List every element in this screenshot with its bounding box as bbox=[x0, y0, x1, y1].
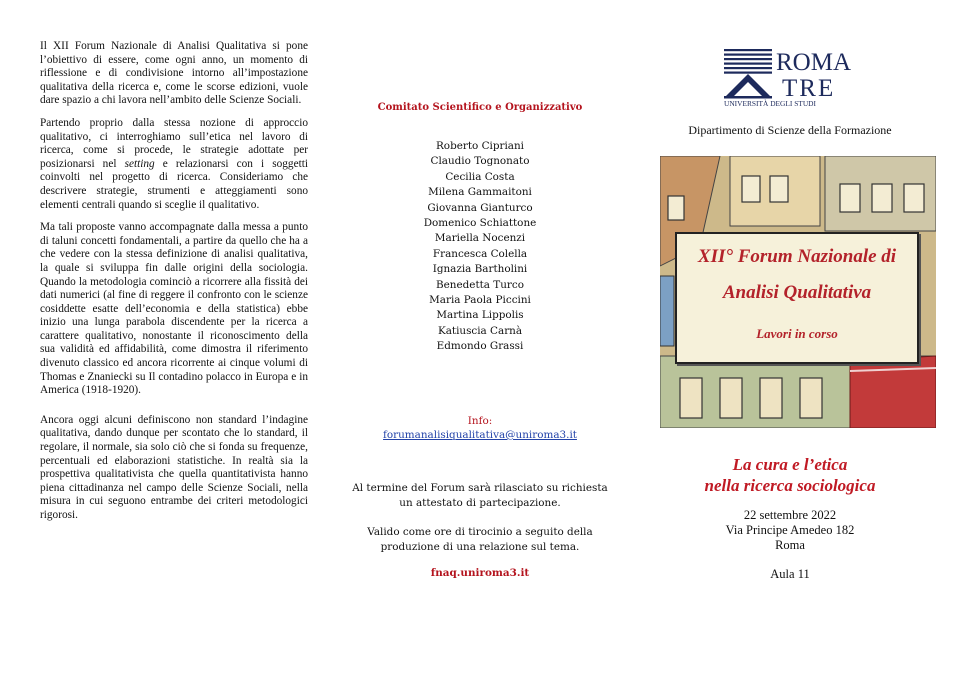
intro-paragraph-2-part-a: Partendo proprio dalla stessa nozione di approccio qualitativo, ci interroghiamo sull’etica nel lavoro di ricerca, come si procede, le strategie adottate per posizionarsi nel bbox=[40, 116, 308, 170]
intro-text-column bbox=[40, 40, 308, 532]
logo-roma-text: ROMA bbox=[776, 49, 852, 76]
info-email-link[interactable]: forumanalisiqualitativa@uniroma3.it bbox=[383, 429, 577, 441]
committee-member: Benedetta Turco bbox=[436, 278, 524, 291]
setting-emphasis: setting bbox=[124, 157, 155, 170]
committee-member: Edmondo Grassi bbox=[436, 340, 524, 353]
committee-member: Cecilia Costa bbox=[445, 170, 515, 183]
intro-paragraph-4: Ancora oggi alcuni definiscono non standard l’indagine qualitativa, dando dunque per scontato che lo standard, il regolare, il normale, sia solo ciò che si fonda su frequenze, percentuali ed elaborazioni statistiche. In realtà sia la prospettiva qualitativista che quella quantitativista hanno piena cittadinanza nel campo delle Scienze Sociali, nella misura in cui seguono entrambe dei criteri metodologici rigorosi. bbox=[40, 413, 308, 521]
intro-paragraph-3: Ma tali proposte vanno accompagnate dalla messa a punto di taluni concetti fondamentali, a partire da quello che ha a che vedere con la stessa definizione di analisi qualitativa, la quale si sviluppa fin dalle origini della sociologia. Quando la metodologia cominciò a ricorrere alla fissità dei dati numerici (al fine di reggere il confronto con le scienze cosiddette esatte dell’economia e della statistica) ebbe inizio una lunga parabola discendente per la ricerca a carattere qualitativo, nonostante il riconoscimento della sua validità ed affidabilità, come dimostra il riferimento divenuto classico ed ancora ricorrente ai cinque volumi di Thomas e Znaniecki su Il contadino polacco in Europa e in America (1918-1920). bbox=[40, 221, 308, 397]
committee-member: Claudio Tognonato bbox=[430, 155, 530, 168]
poster-title-box bbox=[675, 232, 919, 364]
committee-member: Milena Gammaitoni bbox=[428, 186, 532, 199]
forum-poster-illustration bbox=[660, 156, 936, 428]
event-address: Via Principe Amedeo 182 bbox=[725, 523, 855, 537]
theme-line-1: La cura e l’etica bbox=[732, 455, 848, 474]
event-date: 22 settembre 2022 bbox=[743, 508, 837, 522]
committee-member: Martina Lippolis bbox=[436, 309, 524, 322]
committee-members-list bbox=[345, 139, 615, 355]
website-text: fnaq.uniroma3.it bbox=[430, 567, 530, 579]
info-label: Info: bbox=[467, 415, 493, 427]
event-details bbox=[660, 508, 920, 553]
info-block bbox=[345, 414, 615, 442]
intro-paragraph-2 bbox=[40, 117, 308, 212]
poster-title-line-2: Analisi Qualitativa bbox=[722, 282, 872, 303]
committee-member: Ignazia Bartholini bbox=[432, 263, 528, 276]
roma-tre-logo bbox=[724, 44, 854, 108]
intro-paragraph-1: Il XII Forum Nazionale di Analisi Qualitativa si pone l’obiettivo di essere, come ogni anno, un momento di riflessione e di condivisione intorno all’impostazione qualitativa della ricerca e, come le scorse edizioni, vuole dare spazio a chi lavora nell’ambito delle Scienze Sociali. bbox=[40, 40, 308, 107]
event-city: Roma bbox=[775, 538, 805, 552]
intro-paragraph-2-part-b: e relazionarsi con i soggetti coinvolti nel progetto di ricerca. Consideriamo che descrivere strategie, strumenti e atteggiamenti sono elementi centrali quando si sceglie il qualitativo. bbox=[40, 157, 309, 211]
committee-member: Giovanna Gianturco bbox=[427, 201, 533, 214]
poster-title-line-1: XII° Forum Nazionale di bbox=[697, 246, 897, 267]
logo-university-text: UNIVERSITÀ DEGLI STUDI bbox=[724, 99, 816, 108]
theme-line-2: nella ricerca sociologica bbox=[704, 476, 876, 495]
department-name: Dipartimento di Scienze della Formazione bbox=[688, 123, 892, 137]
poster-subtitle: Lavori in corso bbox=[756, 326, 838, 341]
internship-note: Valido come ore di tirocinio a seguito della produzione di una relazione sul tema. bbox=[367, 526, 593, 553]
event-room: Aula 11 bbox=[770, 567, 810, 581]
committee-member: Roberto Cipriani bbox=[435, 140, 524, 152]
committee-member: Domenico Schiattone bbox=[423, 217, 537, 230]
certificate-note: Al termine del Forum sarà rilasciato su richiesta un attestato di partecipazione. bbox=[352, 482, 608, 509]
committee-title: Comitato Scientifico e Organizzativo bbox=[377, 102, 583, 113]
committee-member: Maria Paola Piccini bbox=[429, 294, 531, 307]
event-theme bbox=[660, 454, 920, 496]
committee-member: Francesca Colella bbox=[432, 247, 528, 260]
logo-tre-text: TRE bbox=[782, 75, 836, 102]
committee-member: Katiuscia Carnà bbox=[437, 324, 523, 337]
committee-member: Mariella Nocenzi bbox=[434, 232, 526, 245]
